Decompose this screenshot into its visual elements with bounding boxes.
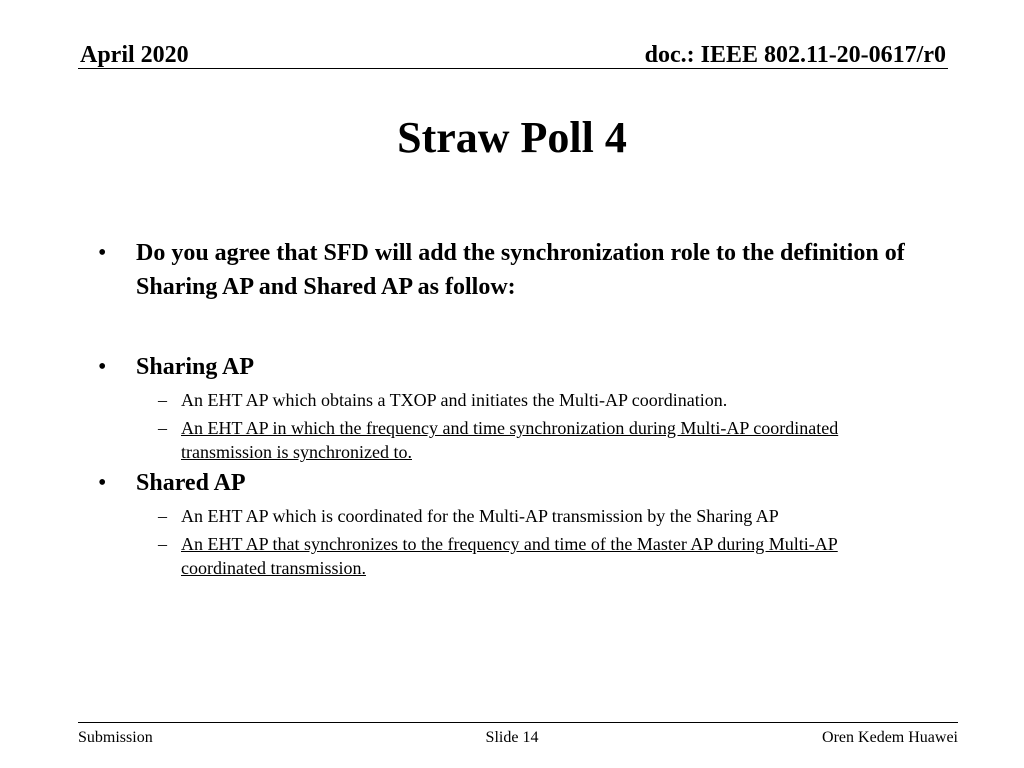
section-heading-sharing-ap <box>96 350 926 384</box>
slide-title: Straw Poll 4 <box>397 113 627 162</box>
section-heading-text: Shared AP <box>136 470 246 496</box>
list-item <box>158 388 926 412</box>
dash-icon: – <box>158 418 167 438</box>
header-date: April 2020 <box>80 42 189 68</box>
header-divider <box>78 68 948 69</box>
list-item-text: An EHT AP which is coordinated for the Multi-AP transmission by the Sharing AP <box>181 506 779 526</box>
dash-icon: – <box>158 390 167 410</box>
section-heading-text: Sharing AP <box>136 354 255 380</box>
question-bullet <box>96 236 926 304</box>
list-item <box>158 532 926 580</box>
footer-slide-number: Slide 14 <box>485 729 539 746</box>
footer-divider <box>78 722 958 723</box>
spacer <box>96 304 926 350</box>
header-doc-id: doc.: IEEE 802.11-20-0617/r0 <box>644 42 946 68</box>
bullet-icon: • <box>98 240 107 266</box>
bullet-icon: • <box>98 354 107 380</box>
list-item <box>158 504 926 528</box>
list-item <box>158 416 926 464</box>
footer-submission: Submission <box>78 729 153 746</box>
slide-content <box>96 236 926 580</box>
question-text: Do you agree that SFD will add the synchronization role to the definition of Sharing AP and Shared AP as follow: <box>136 240 905 300</box>
list-item-text-underlined: An EHT AP that synchronizes to the frequency and time of the Master AP during Multi-AP coordinated transmission. <box>181 534 838 578</box>
dash-icon: – <box>158 506 167 526</box>
list-item-text-underlined: An EHT AP in which the frequency and time synchronization during Multi-AP coordinated transmission is synchronized to. <box>181 418 839 462</box>
dash-icon: – <box>158 534 167 554</box>
bullet-icon: • <box>98 470 107 496</box>
list-item-text: An EHT AP which obtains a TXOP and initiates the Multi-AP coordination. <box>181 390 728 410</box>
footer-author: Oren Kedem Huawei <box>822 729 958 746</box>
section-heading-shared-ap <box>96 466 926 500</box>
